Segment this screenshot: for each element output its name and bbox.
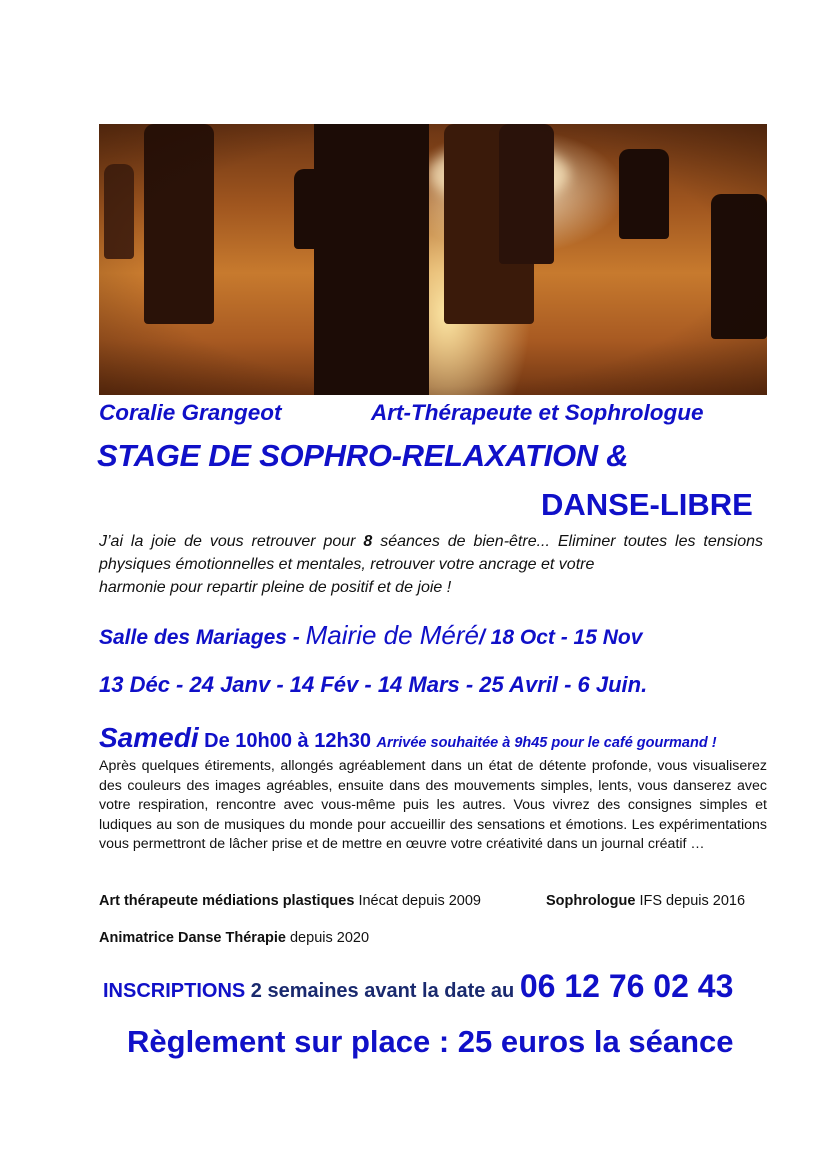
arrival-note: Arrivée souhaitée à 9h45 pour le café gourmand !	[376, 735, 717, 751]
header-photo	[99, 124, 767, 395]
credential-title: Art thérapeute médiations plastiques	[99, 893, 355, 909]
credential-detail: IFS depuis 2016	[635, 893, 746, 909]
schedule-line	[99, 722, 717, 754]
payment-line: Règlement sur place : 25 euros la séance	[127, 1024, 734, 1059]
intro-text-1: J’ai la joie de vous retrouver pour	[99, 533, 364, 550]
credential-detail: Inécat depuis 2009	[354, 893, 481, 909]
room-name: Salle des Mariages -	[99, 626, 306, 649]
credential-title: Sophrologue	[546, 893, 636, 909]
inscriptions-label: INSCRIPTIONS	[103, 980, 246, 1002]
title-line-1: STAGE DE SOPHRO-RELAXATION &	[97, 438, 629, 473]
description-paragraph: Après quelques étirements, allongés agréablement dans un état de détente profonde, vous visualiserez des couleurs des images agréables, ensuite dans des mouvements simples, lents, vous danserez avec votre respiration, rencontre avec vous-même puis les autres. Vous vivrez des consignes simples et ludiques au son de musiques du monde pour accueillir des sensations et émotions. Les expérimentations vous permettront de lâcher prise et de mettre en œuvre votre créativité dans un journal créatif …	[99, 758, 767, 853]
dates-line: 13 Déc - 24 Janv - 14 Fév - 14 Mars - 25 Avril - 6 Juin.	[99, 672, 648, 697]
inscriptions-text: 2 semaines avant la date au	[245, 980, 520, 1002]
credential-dance-therapy	[99, 930, 369, 946]
title-line-2: DANSE-LIBRE	[541, 487, 753, 522]
schedule-day: Samedi	[99, 722, 199, 753]
author-name: Coralie Grangeot	[99, 400, 282, 425]
intro-text-2: séances de bien-être... Eliminer toutes les tensions physiques émotionnelles et mentales, retrouver votre ancrage et votre	[99, 533, 764, 573]
inscriptions-line	[103, 968, 733, 1005]
phone-number[interactable]: 06 12 76 02 43	[519, 968, 734, 1004]
author-role: Art-Thérapeute et Sophrologue	[371, 400, 704, 425]
credential-title: Animatrice Danse Thérapie	[99, 930, 286, 946]
credential-detail: depuis 2020	[285, 930, 370, 946]
dates-start: / 18 Oct - 15 Nov	[479, 626, 643, 649]
schedule-hours: De 10h00 à 12h30	[198, 730, 377, 752]
session-count: 8	[363, 533, 373, 550]
intro-paragraph	[99, 530, 763, 599]
credential-art-therapist	[99, 893, 481, 909]
location-line	[99, 620, 642, 651]
intro-text-3: harmonie pour repartir pleine de positif et de joie !	[99, 579, 452, 596]
photo-vignette	[99, 124, 767, 395]
venue-name: Mairie de Méré	[305, 620, 480, 650]
credential-sophrologist	[546, 893, 745, 909]
